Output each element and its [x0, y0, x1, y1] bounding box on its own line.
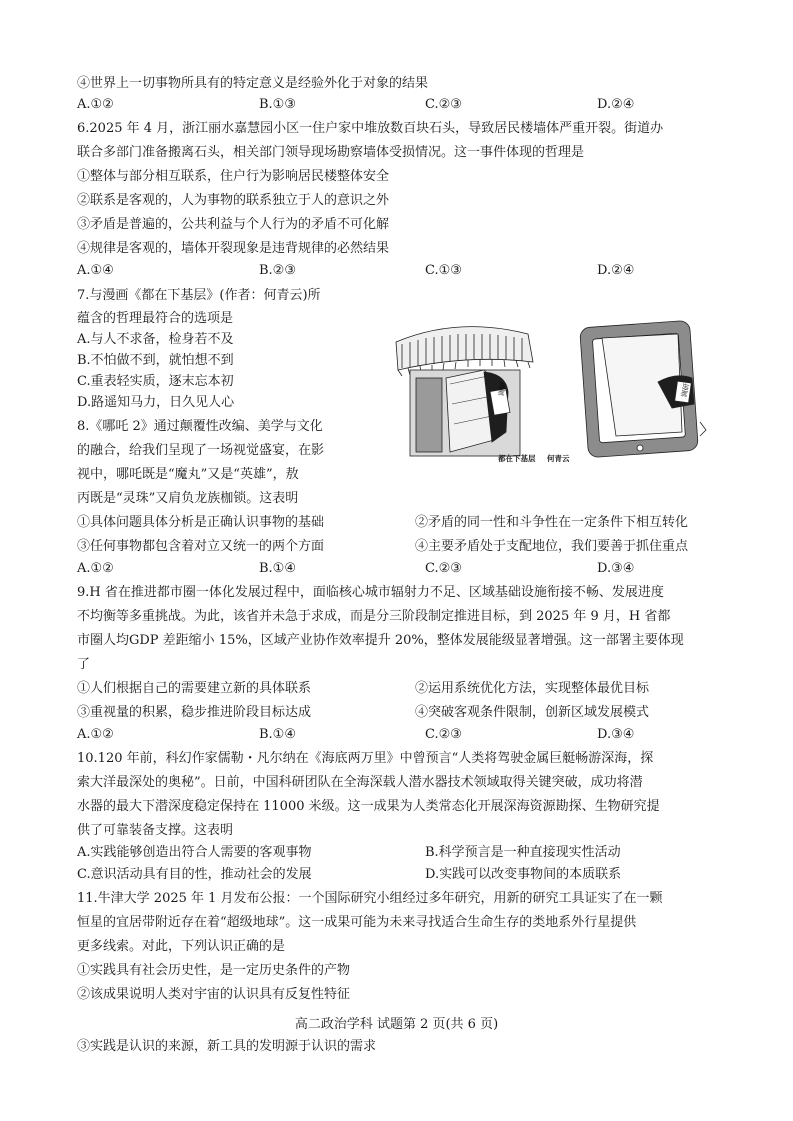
- choice-a: A.①④: [77, 263, 114, 278]
- choice-a: A.①②: [77, 561, 114, 576]
- q6-stem-line-2: 联合多部门准备搬离石头，相关部门领导现场勘察墙体受损情况。这一事件体现的哲理是: [77, 145, 585, 160]
- q10-choices-row-2: [77, 866, 717, 884]
- q9-option-2: ②运用系统优化方法，实现整体最优目标: [415, 681, 650, 696]
- q8-option-2: ②矛盾的同一性和斗争性在一定条件下相互转化: [415, 515, 689, 530]
- q10-stem-line-1: 10.120 年前，科幻作家儒勒・凡尔纳在《海底两万里》中曾预言“人类将驾驶金属巨艇畅游深海，探: [77, 751, 654, 766]
- sign-text-hut: 调研: [497, 381, 508, 397]
- q10-choices-row-1: [77, 844, 717, 862]
- q6-option-2: ②联系是客观的，人为事物的联系独立于人的意识之外: [77, 193, 390, 208]
- q8-choices: [77, 560, 717, 578]
- q8-stem-line-3: 视中，哪吒既是“魔丸”又是“英雄”，敖: [77, 467, 299, 482]
- q7-choice-a: A.与人不求备，检身若不及: [77, 332, 234, 347]
- q6-option-1: ①整体与部分相互联系，住户行为影响居民楼整体安全: [77, 169, 390, 184]
- q8-option-4: ④主要矛盾处于支配地位，我们要善于抓住重点: [415, 539, 689, 554]
- q8-option-1: ①具体问题具体分析是正确认识事物的基础: [77, 515, 325, 530]
- q11-option-2: ②该成果说明人类对宇宙的认识具有反复性特征: [77, 987, 351, 1002]
- q10-choice-b: B.科学预言是一种直接现实性活动: [425, 845, 621, 860]
- q9-option-4: ④突破客观条件限制，创新区域发展模式: [415, 705, 650, 720]
- q8-options-row-1: [77, 514, 717, 532]
- q7-choice-b: B.不怕做不到，就怕想不到: [77, 353, 234, 368]
- q9-choices: [77, 726, 717, 744]
- choice-d: D.②④: [597, 97, 635, 112]
- q7-stem-line-2: 蕴含的哲理最符合的选项是: [77, 311, 234, 326]
- q8-option-3: ③任何事物都包含着对立又统一的两个方面: [77, 539, 325, 554]
- q10-stem-line-3: 水器的最大下潜深度稳定保持在 11000 米级。这一成果为人类常态化开展深海资源勘探、生物研究提: [77, 799, 660, 814]
- q11-option-1: ①实践具有社会历史性，是一定历史条件的产物: [77, 963, 351, 978]
- page-footer: 高二政治学科 试题第 2 页(共 6 页): [294, 1017, 499, 1032]
- q10-choice-c: C.意识活动具有目的性，推动社会的发展: [77, 867, 312, 882]
- choice-c: C.②③: [425, 561, 462, 576]
- q7-stem-line-1: 7.与漫画《都在下基层》(作者：何青云)所: [77, 288, 321, 303]
- choice-d: D.②④: [597, 263, 635, 278]
- q8-options-row-2: [77, 538, 717, 556]
- q6-stem-line-1: 6.2025 年 4 月，浙江丽水嘉慧园小区一住户家中堆放数百块石头，导致居民楼墙体严重开裂。街道办: [77, 121, 664, 136]
- q10-choice-a: A.实践能够创造出符合人需要的客观事物: [77, 845, 312, 860]
- q9-options-row-2: [77, 704, 717, 722]
- q9-option-1: ①人们根据自己的需要建立新的具体联系: [77, 681, 312, 696]
- thatched-roof: [396, 327, 533, 376]
- q5-choices: [77, 96, 717, 114]
- q11-option-3: ③实践是认识的来源，新工具的发明源于认识的需求: [77, 1039, 377, 1054]
- choice-c: C.②③: [425, 727, 462, 742]
- sign-text-tablet: 调研: [680, 382, 691, 398]
- q10-stem-line-4: 供了可靠装备支撑。这表明: [77, 823, 234, 838]
- q6-choices: [77, 262, 717, 280]
- choice-b: B.①④: [259, 727, 296, 742]
- q5-option-4: ④世界上一切事物所具有的特定意义是经验外化于对象的结果: [77, 76, 429, 91]
- q11-stem-line-3: 更多线索。对此，下列认识正确的是: [77, 939, 286, 954]
- q8-stem-line-2: 的融合，给我们呈现了一场视觉盛宴，在影: [77, 443, 325, 458]
- q9-stem-line-1: 9.H 省在推进都市圈一体化发展过程中，面临核心城市辐射力不足、区域基础设施衔接不畅、发展进度: [77, 585, 664, 600]
- choice-b: B.②③: [259, 263, 296, 278]
- q8-stem-line-4: 丙既是“灵珠”又肩负龙族枷锁。这表明: [77, 491, 299, 506]
- choice-c: C.①③: [425, 263, 462, 278]
- choice-a: A.①②: [77, 727, 114, 742]
- cartoon-caption-title: 都在下基层: [498, 454, 536, 463]
- choice-d: D.③④: [597, 727, 635, 742]
- q11-stem-line-1: 11.牛津大学 2025 年 1 月发布公报：一个国际研究小组经过多年研究，用新的研究工具证实了在一颗: [77, 891, 663, 906]
- q9-stem-line-4: 了: [77, 657, 91, 672]
- cartoon-caption-author: 何青云: [547, 454, 570, 463]
- q9-options-row-1: [77, 680, 717, 698]
- q7-choice-c: C.重表轻实质，逐末忘本初: [77, 374, 234, 389]
- q7-choice-d: D.路遥知马力，日久见人心: [77, 395, 235, 410]
- q9-option-3: ③重视量的积累，稳步推进阶段目标达成: [77, 705, 312, 720]
- choice-c: C.②③: [425, 97, 462, 112]
- q10-choice-d: D.实践可以改变事物间的本质联系: [425, 867, 622, 882]
- q9-stem-line-3: 市圈人均GDP 差距缩小 15%，区域产业协作效率提升 20%，整体发展能级显著增强。这一部署主要体现: [77, 633, 684, 648]
- q10-stem-line-2: 索大洋最深处的奥秘”。日前，中国科研团队在全海深载人潜水器技术领域取得关键突破，成功将潜: [77, 775, 643, 790]
- q11-stem-line-2: 恒星的宜居带附近存在着“超级地球”。这一成果可能为未来寻找适合生命生存的类地系外行星提供: [77, 915, 637, 930]
- choice-b: B.①③: [259, 97, 296, 112]
- q6-option-4: ④规律是客观的，墙体开裂现象是违背规律的必然结果: [77, 241, 390, 256]
- choice-a: A.①②: [77, 97, 114, 112]
- q8-stem-line-1: 8.《哪吒 2》通过颠覆性改编、美学与文化: [77, 419, 323, 434]
- q6-option-3: ③矛盾是普遍的，公共利益与个人行为的矛盾不可化解: [77, 217, 390, 232]
- q9-stem-line-2: 不均衡等多重挑战。为此，该省并未急于求成，而是分三阶段制定推进目标，到 2025 年 9 月，H 省都: [77, 609, 671, 624]
- choice-d: D.③④: [597, 561, 635, 576]
- choice-b: B.①④: [259, 561, 296, 576]
- cartoon-illustration: [388, 312, 718, 468]
